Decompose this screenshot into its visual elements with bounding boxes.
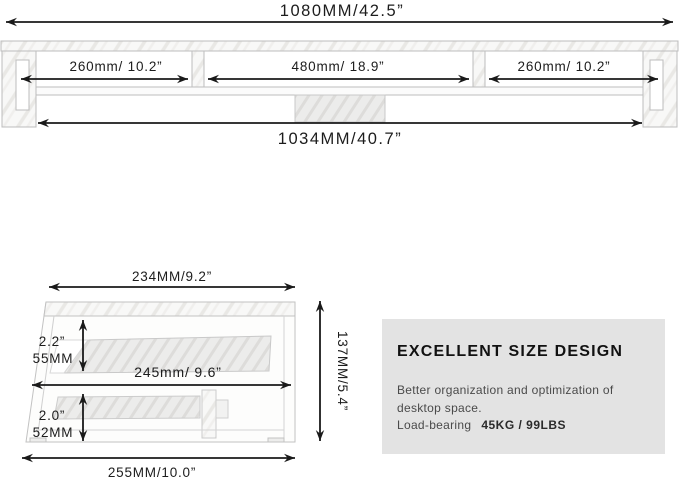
side-view-diagram [0,250,360,480]
side-top-width-label: 234MM/9.2” [131,269,213,284]
front-inner-width-label: 1034MM/40.7” [277,130,403,148]
load-bearing-label: Load-bearing [397,418,472,432]
info-description-line2: desktop space. [397,400,482,415]
side-bottom-width-label: 255MM/10.0” [107,465,197,480]
front-top-board [1,41,678,51]
front-view-drawing [1,41,678,127]
side-upper-gap-inches-label: 2.2” [38,334,66,349]
side-right-foot [268,438,284,442]
front-middle-shelf [36,87,643,95]
side-top-board [44,302,295,316]
load-bearing-value: 45KG / 99LBS [481,418,567,432]
front-center-block [295,95,385,122]
front-right-section-label: 260mm/ 10.2” [517,59,611,74]
side-small-post [216,400,228,418]
size-design-info-box [382,319,665,454]
front-right-divider [473,51,485,87]
info-box-body [397,382,655,435]
side-rear-post [202,390,216,438]
front-view-diagram [0,0,679,155]
front-center-section-label: 480mm/ 18.9” [291,59,385,74]
front-left-leg-window [16,60,29,110]
front-left-section-label: 260mm/ 10.2” [69,59,163,74]
info-description-line1: Better organization and optimization of [397,383,614,397]
side-height-label: 137MM/5.4” [335,330,350,412]
side-middle-width-label: 245mm/ 9.6” [134,364,222,380]
front-left-divider [192,51,204,87]
side-lower-gap-inches-label: 2.0” [38,408,66,423]
front-total-width-label: 1080MM/42.5” [279,2,405,20]
info-box-title: EXCELLENT SIZE DESIGN [397,343,624,360]
side-upper-gap-mm-label: 55MM [32,351,74,366]
front-right-leg-window [650,60,663,110]
side-lower-gap-mm-label: 52MM [32,425,74,440]
side-lower-shelf [54,396,200,419]
